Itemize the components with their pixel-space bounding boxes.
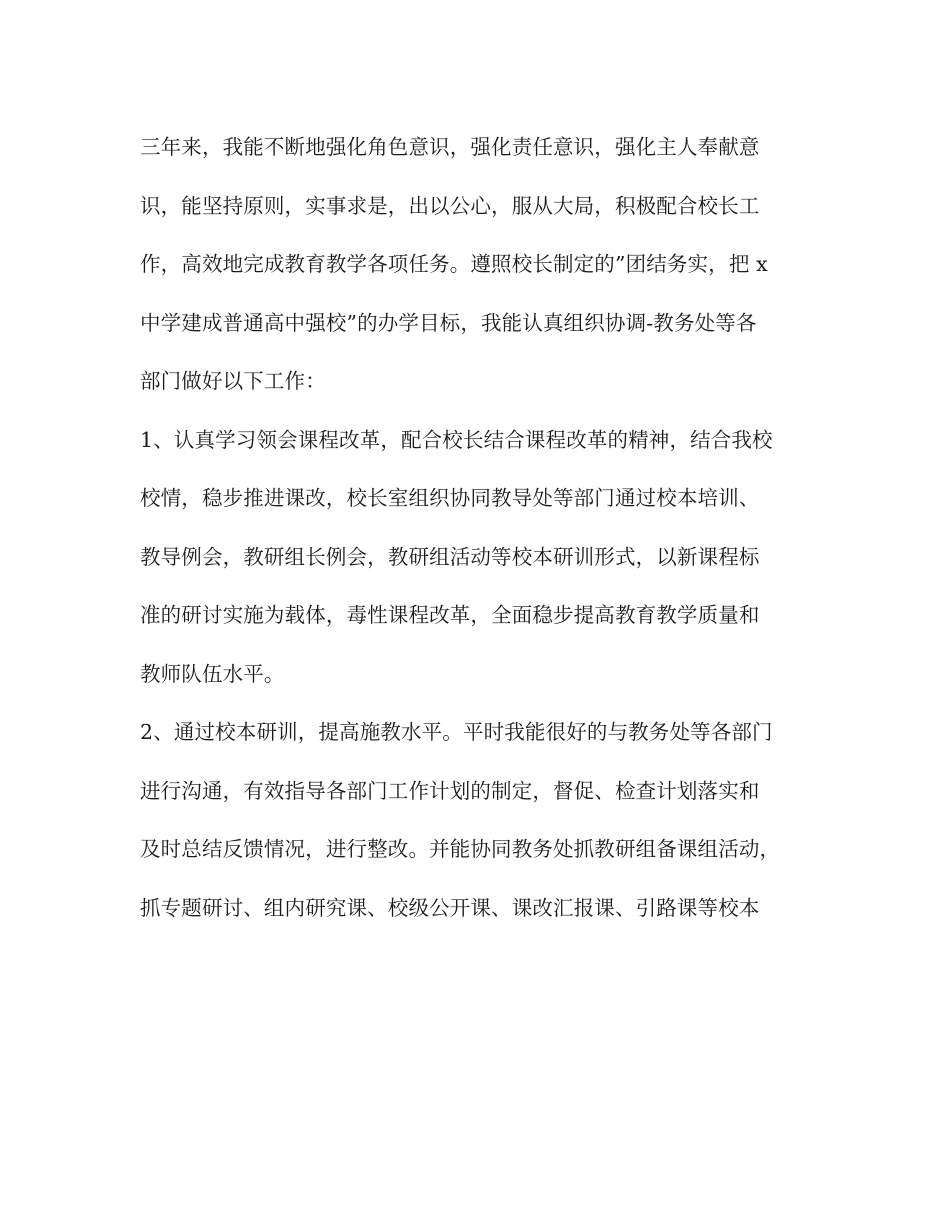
text-line: 部门做好以下工作： [140,369,326,393]
body-text [140,118,820,937]
text-line: 抓专题研讨、组内研究课、校级公开课、课改汇报课、引路课等校本 [140,895,760,920]
text-line: 三年来，我能不断地强化角色意识，强化责任意识，强化主人奉献意 [140,135,760,159]
text-line: 教导例会，教研组长例会，教研组活动等校本研训形式，以新课程标 [140,544,760,569]
text-line: 2、通过校本研训，提高施教水平。平时我能很好的与教务处等各部门 [140,720,773,744]
text-line: 准的研讨实施为载体，毒性课程改革，全面稳步提高教育教学质量和 [140,603,760,627]
text-line: 作，高效地完成教育教学各项任务。遵照校长制定的”团结务实，把 x [140,252,768,276]
text-line: 1、认真学习领会课程改革，配合校长结合课程改革的精神，结合我校 [140,427,773,452]
text-line: 及时总结反馈情况，进行整改。并能协同教务处抓教研组备课组活动， [140,837,781,861]
text-line: 校情，稳步推进课改，校长室组织协同教导处等部门通过校本培训、 [140,486,760,510]
text-line: 进行沟通，有效指导各部门工作计划的制定，督促、检查计划落实和 [140,778,760,803]
text-line: 中学建成普通高中强校”的办学目标，我能认真组织协调-教务处等各 [140,310,757,335]
text-line: 识，能坚持原则，实事求是，出以公心，服从大局，积极配合校长工 [140,193,760,218]
text-line: 教师队伍水平。 [140,661,285,686]
